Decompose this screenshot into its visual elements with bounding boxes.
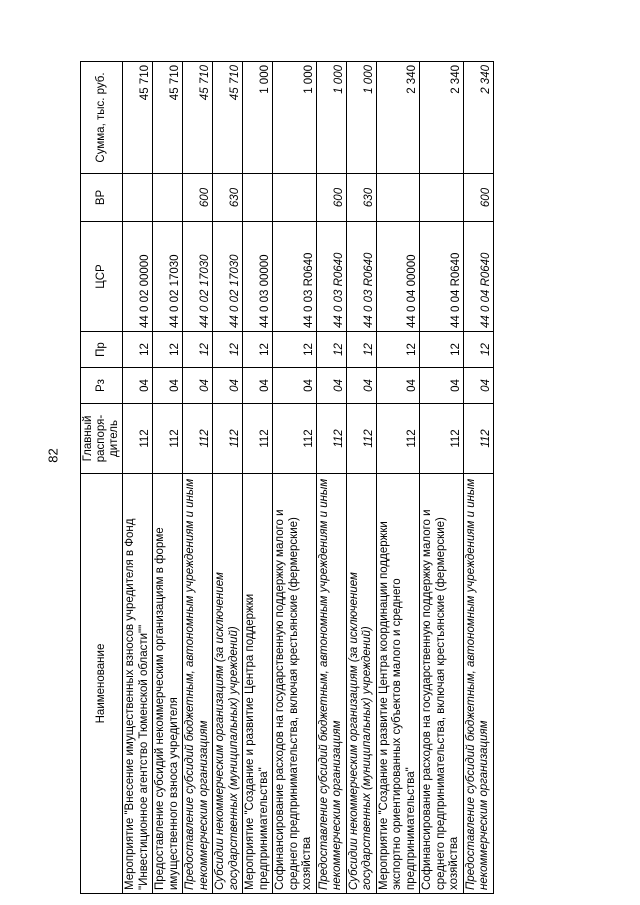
- cell-csr: 44 0 04 R0640: [420, 222, 464, 332]
- cell-amount: 45 710: [213, 62, 243, 174]
- cell-name: Софинансирование расходов на государственную поддержку малого и среднего предпринимательства, включая крестьянские (фермерские) хозяйства: [273, 474, 317, 894]
- cell-rz: 04: [243, 368, 273, 404]
- table-body: [123, 62, 494, 894]
- table-row: [273, 62, 317, 894]
- cell-csr: 44 0 04 00000: [376, 222, 420, 332]
- cell-chief-administrator: 112: [420, 404, 464, 474]
- cell-vr: 600: [183, 174, 213, 222]
- cell-chief-administrator: 112: [213, 404, 243, 474]
- cell-csr: 44 0 02 17030: [153, 222, 183, 332]
- cell-chief-administrator: 112: [316, 404, 346, 474]
- rotated-table-frame: [80, 62, 592, 894]
- table-row: [316, 62, 346, 894]
- cell-rz: 04: [183, 368, 213, 404]
- cell-vr: [420, 174, 464, 222]
- cell-csr: 44 0 03 00000: [243, 222, 273, 332]
- header-chief-administrator: Главный распоря-дитель: [81, 404, 123, 474]
- cell-vr: 630: [346, 174, 376, 222]
- cell-pr: 12: [316, 332, 346, 368]
- table-row: [243, 62, 273, 894]
- cell-vr: [243, 174, 273, 222]
- header-rz: Рз: [81, 368, 123, 404]
- cell-rz: 04: [316, 368, 346, 404]
- cell-rz: 04: [376, 368, 420, 404]
- cell-amount: 2 340: [463, 62, 493, 174]
- cell-amount: 45 710: [183, 62, 213, 174]
- table-row: [420, 62, 464, 894]
- table-row: [213, 62, 243, 894]
- cell-chief-administrator: 112: [183, 404, 213, 474]
- cell-vr: [273, 174, 317, 222]
- table-row: [183, 62, 213, 894]
- cell-name: Субсидии некоммерческим организациям (за исключением государственных (муниципальных) учреждений): [346, 474, 376, 894]
- cell-name: Предоставление субсидий бюджетным, автономным учреждениям и иным некоммерческим организациям: [183, 474, 213, 894]
- header-csr: ЦСР: [81, 222, 123, 332]
- cell-amount: 1 000: [243, 62, 273, 174]
- table-row: [153, 62, 183, 894]
- cell-name: Мероприятие "Создание и развитие Центра координации поддержки экспортно ориентированных субъектов малого и среднего предпринимательства": [376, 474, 420, 894]
- cell-csr: 44 0 02 17030: [213, 222, 243, 332]
- table-row: [123, 62, 153, 894]
- cell-amount: 2 340: [420, 62, 464, 174]
- cell-name: Мероприятие "Внесение имущественных взносов учредителя в Фонд "Инвестиционное агентство Тюменской области"": [123, 474, 153, 894]
- table-header-row: [81, 62, 123, 894]
- cell-csr: 44 0 02 00000: [123, 222, 153, 332]
- cell-chief-administrator: 112: [463, 404, 493, 474]
- cell-pr: 12: [463, 332, 493, 368]
- page-number: 82: [45, 448, 61, 463]
- cell-chief-administrator: 112: [273, 404, 317, 474]
- table-row: [463, 62, 493, 894]
- cell-csr: 44 0 02 17030: [183, 222, 213, 332]
- header-vr: ВР: [81, 174, 123, 222]
- cell-pr: 12: [273, 332, 317, 368]
- cell-vr: [376, 174, 420, 222]
- cell-vr: [123, 174, 153, 222]
- cell-vr: [153, 174, 183, 222]
- cell-chief-administrator: 112: [123, 404, 153, 474]
- cell-csr: 44 0 03 R0640: [273, 222, 317, 332]
- cell-amount: 1 000: [346, 62, 376, 174]
- cell-pr: 12: [153, 332, 183, 368]
- cell-rz: 04: [213, 368, 243, 404]
- header-pr: Пр: [81, 332, 123, 368]
- cell-pr: 12: [213, 332, 243, 368]
- table-row: [346, 62, 376, 894]
- cell-amount: 45 710: [153, 62, 183, 174]
- header-amount: Сумма, тыс. руб.: [81, 62, 123, 174]
- cell-pr: 12: [376, 332, 420, 368]
- cell-csr: 44 0 03 R0640: [316, 222, 346, 332]
- cell-name: Предоставление субсидий бюджетным, автономным учреждениям и иным некоммерческим организациям: [316, 474, 346, 894]
- cell-pr: 12: [123, 332, 153, 368]
- cell-name: Субсидии некоммерческим организациям (за исключением государственных (муниципальных) учреждений): [213, 474, 243, 894]
- cell-chief-administrator: 112: [243, 404, 273, 474]
- cell-chief-administrator: 112: [376, 404, 420, 474]
- cell-amount: 1 000: [316, 62, 346, 174]
- cell-chief-administrator: 112: [153, 404, 183, 474]
- table-row: [376, 62, 420, 894]
- cell-pr: 12: [243, 332, 273, 368]
- cell-name: Предоставление субсидий некоммерческим организациям в форме имущественного взноса учредителя: [153, 474, 183, 894]
- cell-rz: 04: [153, 368, 183, 404]
- cell-rz: 04: [463, 368, 493, 404]
- budget-table: [80, 61, 494, 894]
- cell-pr: 12: [183, 332, 213, 368]
- cell-csr: 44 0 04 R0640: [463, 222, 493, 332]
- cell-rz: 04: [273, 368, 317, 404]
- header-name: Наименование: [81, 474, 123, 894]
- cell-vr: 630: [213, 174, 243, 222]
- cell-rz: 04: [123, 368, 153, 404]
- cell-vr: 600: [316, 174, 346, 222]
- cell-amount: 1 000: [273, 62, 317, 174]
- cell-name: Мероприятие "Создание и развитие Центра поддержки предпринимательства": [243, 474, 273, 894]
- cell-chief-administrator: 112: [346, 404, 376, 474]
- cell-name: Предоставление субсидий бюджетным, автономным учреждениям и иным некоммерческим организациям: [463, 474, 493, 894]
- cell-amount: 45 710: [123, 62, 153, 174]
- cell-rz: 04: [346, 368, 376, 404]
- cell-amount: 2 340: [376, 62, 420, 174]
- cell-vr: 600: [463, 174, 493, 222]
- cell-csr: 44 0 03 R0640: [346, 222, 376, 332]
- cell-rz: 04: [420, 368, 464, 404]
- cell-pr: 12: [420, 332, 464, 368]
- cell-name: Софинансирование расходов на государственную поддержку малого и среднего предпринимательства, включая крестьянские (фермерские) хозяйства: [420, 474, 464, 894]
- cell-pr: 12: [346, 332, 376, 368]
